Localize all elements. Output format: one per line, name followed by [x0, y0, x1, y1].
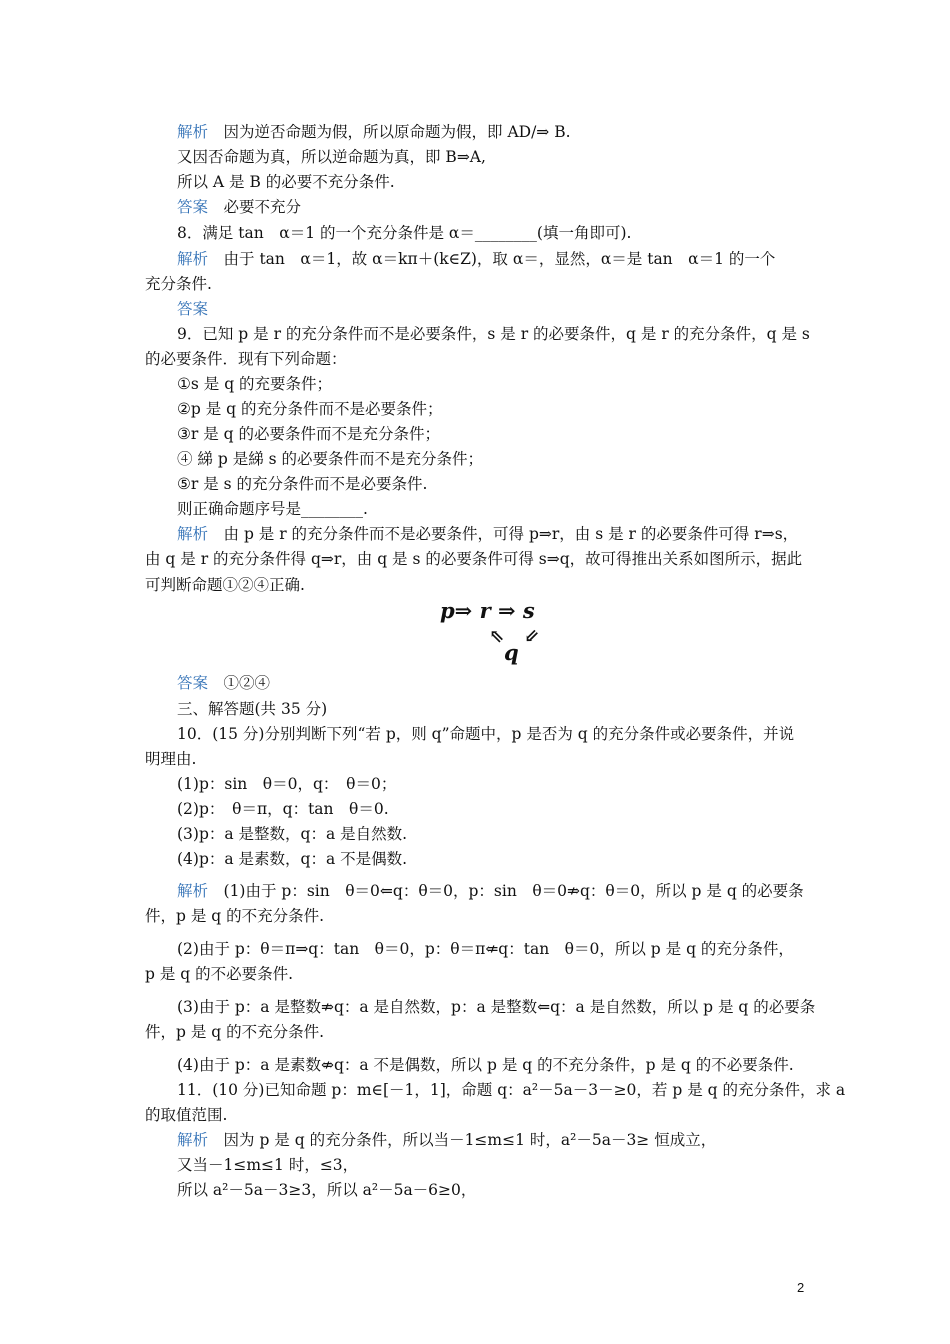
section-label: 答案 — [177, 674, 209, 692]
line-text: 10．(15 分)分别判断下列“若 p，则 q”命题中，p 是否为 q 的充分条件或必要条件，并说 — [177, 725, 795, 743]
line-text: (3)由于 p：a 是整数⇏q：a 是自然数，p：a 是整数⇐q：a 是自然数，所以 p 是 q 的必要条 — [177, 998, 816, 1016]
text-line — [0, 963, 950, 985]
line-text: (4)由于 p：a 是素数⇎q：a 不是偶数，所以 p 是 q 的不充分条件，p 是 q 的不必要条件. — [177, 1056, 794, 1074]
text-line — [0, 574, 950, 596]
line-text: 因为 p 是 q 的充分条件，所以当－1≤m≤1 时，a²－5a－3≥ 恒成立， — [208, 1131, 717, 1149]
text-line — [0, 880, 950, 902]
line-text: (2)由于 p：θ＝π⇒q：tan θ＝0，p：θ＝π⇍q：tan θ＝0，所以 p 是 q 的充分条件， — [177, 940, 794, 958]
line-text: 明理由. — [145, 750, 197, 768]
text-line — [0, 373, 950, 395]
page-number: 2 — [797, 1280, 805, 1295]
line-text: 则正确命题序号是________. — [177, 500, 368, 518]
text-line — [0, 1054, 950, 1076]
line-text: 所以 a²－5a－3≥3，所以 a²－5a－6≥0， — [177, 1181, 477, 1199]
line-text: ④ 綈 p 是綈 s 的必要条件而不是充分条件； — [177, 450, 484, 468]
section-label: 解析 — [177, 123, 209, 141]
text-line — [0, 823, 950, 845]
text-line — [0, 848, 950, 870]
line-text: 所以 A 是 B 的必要不充分条件. — [177, 173, 395, 191]
text-line — [0, 146, 950, 168]
diagram-arrow-up-left: ⇖ — [489, 626, 505, 647]
line-text: 件，p 是 q 的不充分条件. — [145, 1023, 325, 1041]
text-line — [0, 398, 950, 420]
text-line — [0, 1104, 950, 1126]
text-line — [0, 1129, 950, 1151]
text-line — [0, 938, 950, 960]
line-text: 由 q 是 r 的充分条件得 q⇒r，由 q 是 s 的必要条件可得 s⇒q，故可得推出关系如图所示，据此 — [145, 550, 803, 568]
diagram-q: q — [504, 640, 519, 665]
line-text: 由 p 是 r 的充分条件而不是必要条件，可得 p⇒r，由 s 是 r 的必要条件可得 r⇒s， — [208, 525, 799, 543]
line-text: ①②④ — [208, 674, 271, 692]
text-line — [0, 348, 950, 370]
line-text: ③r 是 q 的必要条件而不是充分条件； — [177, 425, 441, 443]
text-line — [0, 996, 950, 1018]
text-line — [0, 298, 950, 320]
text-line — [0, 1179, 950, 1201]
line-text: 8．满足 tan α＝1 的一个充分条件是 α＝________(填一角即可). — [177, 224, 632, 242]
text-line — [0, 523, 950, 545]
line-text: 9．已知 p 是 r 的充分条件而不是必要条件，s 是 r 的必要条件，q 是 r 的充分条件，q 是 s — [177, 325, 810, 343]
text-line — [0, 473, 950, 495]
section-label: 解析 — [177, 250, 209, 268]
line-text: 因为逆否命题为假，所以原命题为假，即 AD/⇒ B. — [208, 123, 571, 141]
line-text: 三、解答题(共 35 分) — [177, 700, 328, 718]
line-text: 又因否命题为真，所以逆命题为真，即 B⇒A, — [177, 148, 486, 166]
text-line — [0, 1021, 950, 1043]
text-line — [0, 248, 950, 270]
text-line — [0, 323, 950, 345]
diagram-top-row: p⇒ r ⇒ s — [440, 598, 535, 623]
text-line — [0, 723, 950, 745]
line-text: 充分条件. — [145, 275, 212, 293]
section-label: 答案 — [177, 198, 209, 216]
text-line — [0, 1079, 950, 1101]
text-line — [0, 498, 950, 520]
line-text: (1)p：sin θ＝0，q： θ＝0； — [177, 775, 397, 793]
line-text: ⑤r 是 s 的充分条件而不是必要条件. — [177, 475, 428, 493]
text-line — [0, 905, 950, 927]
line-text: 必要不充分 — [208, 198, 302, 216]
text-line — [0, 222, 950, 244]
line-text: (1)由于 p：sin θ＝0⇐q：θ＝0，p：sin θ＝0⇏q：θ＝0，所以 p 是 q 的必要条 — [208, 882, 804, 900]
text-line — [0, 121, 950, 143]
section-label: 解析 — [177, 882, 209, 900]
text-line — [0, 748, 950, 770]
text-line — [0, 423, 950, 445]
text-line — [0, 698, 950, 720]
text-line — [0, 548, 950, 570]
line-text: 11．(10 分)已知命题 p：m∈[－1，1]，命题 q：a²－5a－3－≥0，若 p 是 q 的充分条件，求 a — [177, 1081, 846, 1099]
line-text: (3)p：a 是整数，q：a 是自然数. — [177, 825, 408, 843]
text-line — [0, 798, 950, 820]
text-line — [0, 773, 950, 795]
diagram-arrow-down-left: ⇙ — [524, 626, 540, 647]
text-line — [0, 196, 950, 218]
line-text: p 是 q 的不必要条件. — [145, 965, 294, 983]
section-label: 答案 — [177, 300, 209, 318]
line-text: (4)p：a 是素数，q：a 不是偶数. — [177, 850, 408, 868]
line-text: ②p 是 q 的充分条件而不是必要条件； — [177, 400, 443, 418]
line-text: 又当－1≤m≤1 时，≤3， — [177, 1156, 359, 1174]
line-text: 可判断命题①②④正确. — [145, 576, 305, 594]
line-text: 的必要条件．现有下列命题： — [145, 350, 347, 368]
line-text: ①s 是 q 的充要条件； — [177, 375, 333, 393]
line-text: 件，p 是 q 的不充分条件. — [145, 907, 325, 925]
text-line — [0, 672, 950, 694]
text-line — [0, 448, 950, 470]
text-line — [0, 171, 950, 193]
line-text: 的取值范围. — [145, 1106, 228, 1124]
section-label: 解析 — [177, 1131, 209, 1149]
implication-diagram — [440, 598, 560, 668]
text-line — [0, 273, 950, 295]
section-label: 解析 — [177, 525, 209, 543]
line-text: 由于 tan α＝1，故 α＝kπ＋(k∈Z)，取 α＝，显然，α＝是 tan α＝1 的一个 — [208, 250, 776, 268]
line-text: (2)p： θ＝π，q：tan θ＝0. — [177, 800, 389, 818]
text-line — [0, 1154, 950, 1176]
